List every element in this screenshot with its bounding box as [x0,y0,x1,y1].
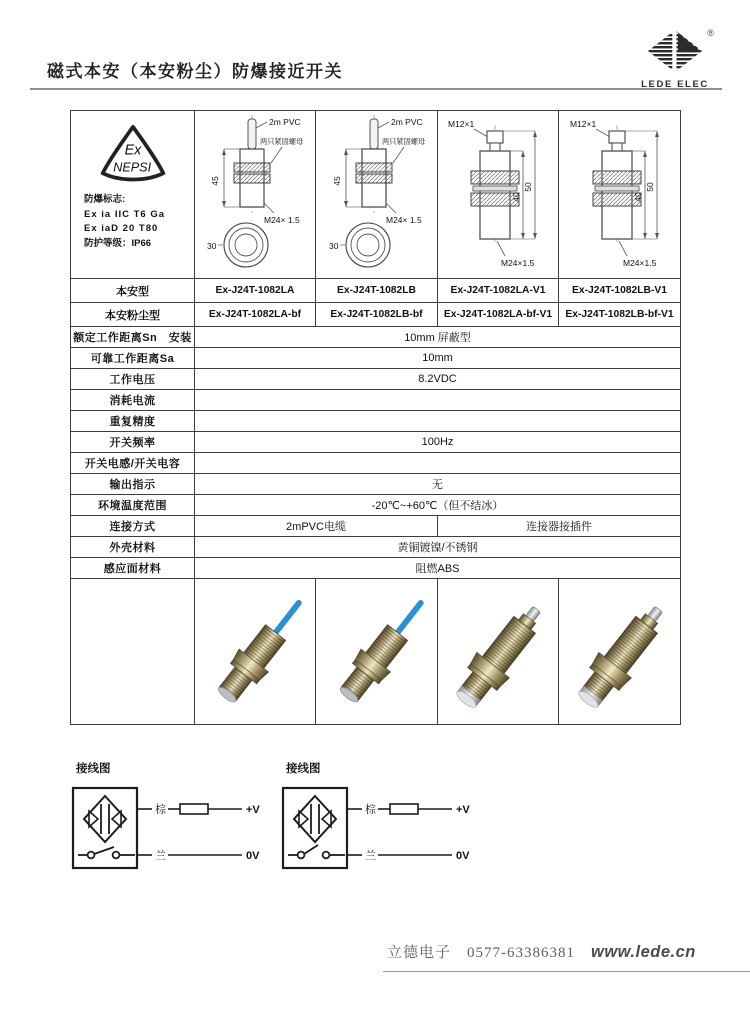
sensor-photo-connector-icon [439,580,557,724]
table-row-models-dust [71,303,681,327]
model-cell: Ex-J24T-1082LA-bf [195,303,316,327]
cert-nepsi-text: NEPSI [112,160,151,175]
svg-text:30: 30 [207,240,217,251]
row-label: 外壳材料 [71,537,195,558]
company-name: 立德电子 [387,945,452,961]
model-cell: Ex-J24T-1082LB-bf [316,303,438,327]
table-row-voltage [71,369,681,390]
row-value: 8.2VDC [195,369,681,390]
nepsi-triangle-icon [90,121,176,185]
svg-text:两只紧固螺母: 两只紧固螺母 [381,136,425,146]
cert-ex-text: Ex [124,142,141,159]
website-url: www.lede.cn [591,943,696,961]
svg-text:50: 50 [644,181,655,192]
table-row-output-indicator [71,474,681,495]
svg-text:两只紧固螺母: 两只紧固螺母 [260,136,304,146]
table-row-temperature [71,495,681,516]
svg-text:+V: +V [456,804,470,816]
table-row-connection [71,516,681,537]
svg-text:+V: +V [246,804,260,816]
row-label: 额定工作距离Sn 安装 [71,327,195,348]
svg-text:M24×1.5: M24×1.5 [622,257,656,268]
cert-line: 防护等级：IP66 [84,238,152,250]
table-row-sensing-face-material [71,558,681,579]
svg-text:棕: 棕 [365,804,376,816]
page-title: 磁式本安（本安粉尘）防爆接近开关 [47,62,343,81]
svg-text:M24×1.5: M24×1.5 [501,257,535,268]
drawing-cell-cable-2 [316,111,438,279]
row-value: 10mm 屏蔽型 [195,327,681,348]
row-value: 阻燃ABS [195,558,681,579]
page-footer [383,941,750,972]
svg-text:0V: 0V [246,850,260,862]
row-label: 本安粉尘型 [71,303,195,327]
wiring-diagram-1 [70,760,284,887]
svg-text:M12×1: M12×1 [448,118,475,129]
row-label: 开关电感/开关电容 [71,453,195,474]
row-label: 本安型 [71,279,195,303]
row-value: 2mPVC电缆 [195,516,438,537]
spec-table [70,110,681,725]
row-value: -20℃~+60℃（但不结冰） [195,495,681,516]
svg-text:50: 50 [523,181,533,192]
row-label: 连接方式 [71,516,195,537]
table-row-inductance [71,453,681,474]
svg-text:2m PVC: 2m PVC [269,116,301,127]
model-cell: Ex-J24T-1082LB [316,279,438,303]
brand-name: LEDE ELEC [641,79,709,90]
model-cell: Ex-J24T-1082LA [195,279,316,303]
wiring-title: 接线图 [286,763,321,775]
table-row-reliable-distance [71,348,681,369]
company-logo [640,28,714,90]
cert-text-block [84,193,194,252]
svg-text:棕: 棕 [155,804,166,816]
svg-text:M12×1: M12×1 [569,118,596,129]
row-label: 消耗电流 [71,390,195,411]
row-value: 连接器接插件 [438,516,681,537]
row-label: 开关频率 [71,432,195,453]
row-label: 感应面材料 [71,558,195,579]
row-value [195,453,681,474]
photo-cell-empty [71,579,195,725]
cert-line: Ex iaD 20 T80 [84,223,159,235]
photo-cell-connector-2 [559,579,681,725]
table-row-photos [71,579,681,725]
sensor-photo-connector-icon [561,580,679,724]
table-row-drawings [71,111,681,279]
cert-line: 防爆标志: [84,194,126,205]
model-cell: Ex-J24T-1082LB-bf-V1 [559,303,681,327]
wiring-diagram-2 [280,760,494,887]
model-cell: Ex-J24T-1082LB-V1 [559,279,681,303]
wiring-schematic-icon [280,782,486,882]
svg-text:2m PVC: 2m PVC [390,116,423,127]
wiring-schematic-icon [70,782,276,882]
row-value [195,411,681,432]
svg-text:45: 45 [331,175,342,186]
svg-text:45: 45 [210,175,220,186]
row-label: 环境温度范围 [71,495,195,516]
drawing-cell-cable-1 [195,111,316,279]
svg-text:40: 40 [511,191,521,202]
table-row-models-ia [71,279,681,303]
sensor-photo-cable-icon [318,580,436,724]
cert-line: Ex ia IIC T6 Ga [84,208,165,220]
row-label: 可靠工作距离Sa [71,348,195,369]
row-label: 工作电压 [71,369,195,390]
table-row-frequency [71,432,681,453]
table-row-current [71,390,681,411]
registered-mark: ® [707,28,714,38]
model-cell: Ex-J24T-1082LA-V1 [438,279,559,303]
cert-cell [71,111,195,279]
sensor-drawing-cable-icon [318,113,436,277]
row-value: 10mm [195,348,681,369]
svg-text:30: 30 [328,240,338,251]
wiring-title: 接线图 [76,763,111,775]
phone-number: 0577-63386381 [467,945,576,961]
model-cell: Ex-J24T-1082LA-bf-V1 [438,303,559,327]
table-row-rated-distance [71,327,681,348]
sensor-drawing-connector-icon [439,113,557,277]
svg-text:兰: 兰 [365,850,376,862]
row-value [195,390,681,411]
svg-text:M24× 1.5: M24× 1.5 [385,214,422,225]
table-row-repeatability [71,411,681,432]
svg-text:40: 40 [632,191,643,202]
table-row-housing-material [71,537,681,558]
svg-text:0V: 0V [456,850,470,862]
lede-logo-icon [647,30,703,72]
sensor-drawing-connector-icon [561,113,679,277]
photo-cell-connector-1 [438,579,559,725]
photo-cell-cable-2 [316,579,438,725]
drawing-cell-connector-2 [559,111,681,279]
row-value: 黄铜镀镍/不锈钢 [195,537,681,558]
svg-text:M24× 1.5: M24× 1.5 [264,214,300,225]
drawing-cell-connector-1 [438,111,559,279]
svg-text:兰: 兰 [155,850,166,862]
row-label: 输出指示 [71,474,195,495]
row-value: 无 [195,474,681,495]
header-divider [30,88,722,90]
row-label: 重复精度 [71,411,195,432]
sensor-drawing-cable-icon [196,113,314,277]
row-value: 100Hz [195,432,681,453]
sensor-photo-cable-icon [196,580,314,724]
photo-cell-cable-1 [195,579,316,725]
